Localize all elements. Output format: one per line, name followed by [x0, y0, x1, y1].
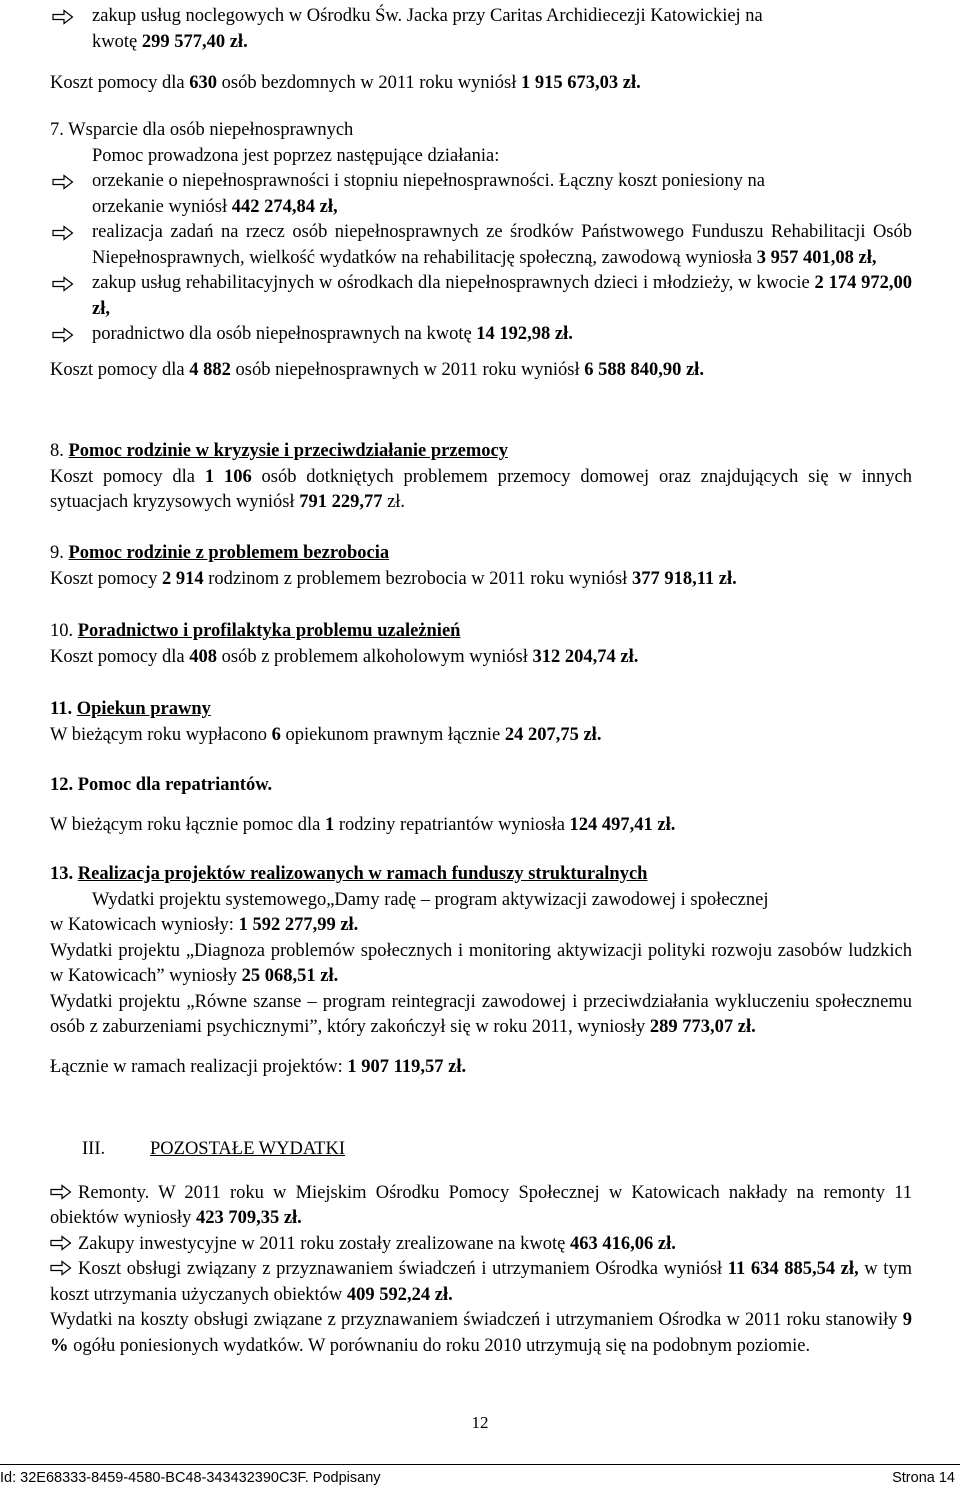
section-heading: 9. Pomoc rodzinie z problemem bezrobocia: [50, 543, 390, 563]
zakupy-paragraph: Zakupy inwestycyjne w 2011 roku zostały zrealizowane na kwotę 463 416,06 zł.: [50, 1232, 912, 1258]
procent-paragraph: Wydatki na koszty obsługi związane z przyznawaniem świadczeń i utrzymaniem Ośrodka w 2011 roku stanowiły 9 % ogółu poniesionych wydatków. W porównaniu do roku 2010 utrzymują się na podobnym poziomie.: [50, 1310, 912, 1356]
list-item-text: zakup usług rehabilitacyjnych w ośrodkach dla niepełnosprawnych dzieci i młodzieży, w kwocie 2 174 972,00 zł,: [92, 273, 912, 319]
section-10: [50, 619, 912, 670]
project-2: Wydatki projektu „Diagnoza problemów społecznych i monitoring aktywizacji polityki rozwoju zasobów ludzkich w Katowicach” wyniosły 25 068,51 zł.: [50, 940, 912, 986]
section-7: [50, 118, 912, 383]
section-12: [50, 773, 912, 838]
list-item: [50, 169, 912, 220]
outline-right-arrow-icon: [52, 9, 74, 25]
projects-total: Łącznie w ramach realizacji projektów: 1 907 119,57 zł.: [50, 1056, 467, 1077]
section-text: Koszt pomocy dla 1 106 osób dotkniętych problemem przemocy domowej oraz znajdujących się w innych sytuacjach kryzysowych wyniósł 791 229,77 zł.: [50, 466, 913, 512]
section-heading: 12. Pomoc dla repatriantów.: [50, 775, 273, 795]
section-heading: 8. Pomoc rodzinie w kryzysie i przeciwdziałanie przemocy: [50, 441, 508, 461]
list-item: [50, 322, 912, 348]
list-item-text: zakup usług noclegowych w Ośrodku Św. Jacka przy Caritas Archidiecezji Katowickiej na kwotę 299 577,40 zł.: [92, 6, 763, 52]
outline-right-arrow-icon: [50, 1184, 72, 1200]
outline-right-arrow-icon: [50, 1235, 72, 1251]
list-item-text: orzekanie o niepełnosprawności i stopniu niepełnosprawności. Łączny koszt poniesiony na orzekanie wyniósł 442 274,84 zł,: [92, 171, 766, 217]
section-11: [50, 697, 912, 748]
page-label: Strona 14: [892, 1470, 955, 1486]
outline-right-arrow-icon: [52, 225, 74, 241]
section-9: [50, 541, 912, 592]
document-id: Id: 32E68333-8459-4580-BC48-343432390C3F. Podpisany: [0, 1470, 381, 1486]
footer-divider: [0, 1464, 960, 1465]
outline-right-arrow-icon: [50, 1260, 72, 1276]
list-item: [50, 271, 912, 322]
project-3: Wydatki projektu „Równe szanse – program reintegracji zawodowej i przeciwdziałania wykluczeniu społecznemu osób z zaburzeniami psychicznymi”, który zakończył się w roku 2011, wyniosły 289 773,07 zł.: [50, 991, 912, 1037]
section-intro: Pomoc prowadzona jest poprzez następujące działania:: [92, 145, 500, 166]
section-13: [50, 862, 912, 1080]
page-number: 12: [471, 1413, 489, 1432]
remonty-paragraph: Remonty. W 2011 roku w Miejskim Ośrodku Pomocy Społecznej w Katowicach nakłady na remonty 11 obiektów wyniosły 423 709,35 zł.: [50, 1182, 912, 1228]
section-text: Koszt pomocy dla 408 osób z problemem alkoholowym wyniósł 312 204,74 zł.: [50, 646, 639, 667]
list-item-text: realizacja zadań na rzecz osób niepełnosprawnych ze środków Państwowego Funduszu Rehabilitacji Osób Niepełnosprawnych, wielkość wydatków na rehabilitację społeczną, zawodową wyniosła 3 957 401,08 zł,: [92, 222, 912, 268]
section-text: Koszt pomocy 2 914 rodzinom z problemem bezrobocia w 2011 roku wyniósł 377 918,11 zł.: [50, 568, 737, 589]
section-text: W bieżącym roku łącznie pomoc dla 1 rodziny repatriantów wyniosła 124 497,41 zł.: [50, 814, 676, 835]
top-items: [50, 4, 912, 97]
section-heading: 10. Poradnictwo i profilaktyka problemu uzależnień: [50, 621, 461, 641]
section-8: [50, 439, 912, 516]
outline-right-arrow-icon: [52, 327, 74, 343]
section-heading: 11. Opiekun prawny: [50, 699, 211, 719]
section-heading: III. POZOSTAŁE WYDATKI: [82, 1139, 345, 1159]
list-item: [50, 220, 912, 271]
list-item: [50, 4, 912, 55]
outline-right-arrow-icon: [52, 276, 74, 292]
outline-right-arrow-icon: [52, 174, 74, 190]
section-text: W bieżącym roku wypłacono 6 opiekunom prawnym łącznie 24 207,75 zł.: [50, 724, 602, 745]
list-item-text: poradnictwo dla osób niepełnosprawnych na kwotę 14 192,98 zł.: [92, 324, 573, 344]
section-heading: 7. Wsparcie dla osób niepełnosprawnych: [50, 120, 354, 140]
section-iii: [50, 1137, 912, 1359]
project-1-line2: w Katowicach wyniosły: 1 592 277,99 zł.: [50, 915, 359, 935]
project-1-line1: Wydatki projektu systemowego„Damy radę – program aktywizacji zawodowej i społecznej: [92, 889, 769, 910]
obsluga-paragraph: Koszt obsługi związany z przyznawaniem świadczeń i utrzymaniem Ośrodka wyniósł 11 634 885,54 zł, w tym koszt utrzymania użyczanych obiektów 409 592,24 zł.: [50, 1259, 912, 1305]
bezdomni-summary: Koszt pomocy dla 630 osób bezdomnych w 2011 roku wyniósł 1 915 673,03 zł.: [50, 73, 641, 93]
section-heading: 13. Realizacja projektów realizowanych w ramach funduszy strukturalnych: [50, 864, 648, 884]
section-summary: Koszt pomocy dla 4 882 osób niepełnosprawnych w 2011 roku wyniósł 6 588 840,90 zł.: [50, 359, 704, 380]
